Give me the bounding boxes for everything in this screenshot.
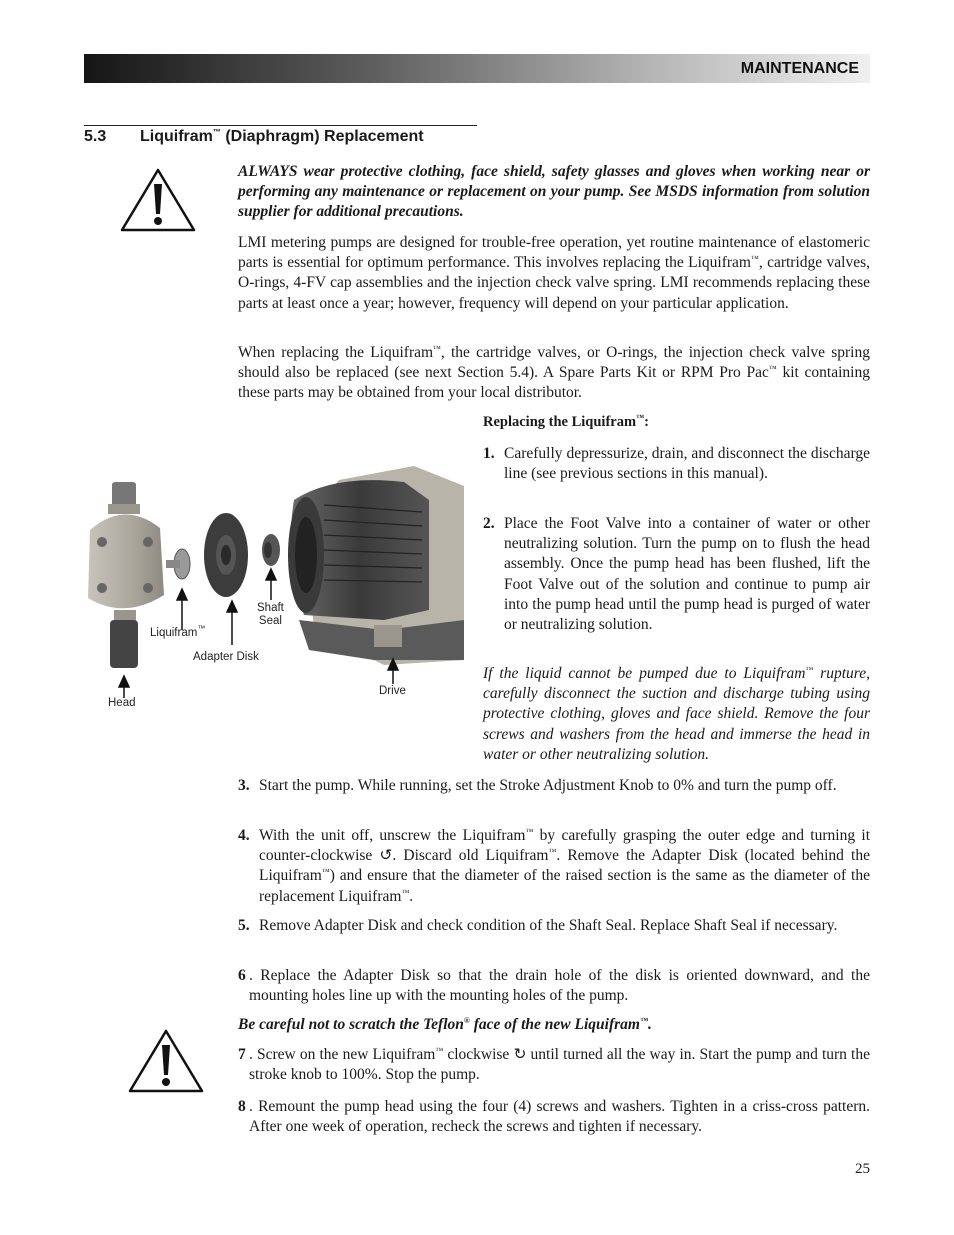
pump-exploded-diagram	[84, 460, 474, 720]
step-5: 5. Remove Adapter Disk and check condition of the Shaft Seal. Replace Shaft Seal if necessary.	[238, 917, 838, 934]
drive-unit	[288, 466, 464, 665]
paragraph-intro: LMI metering pumps are designed for trouble-free operation, yet routine maintenance of elastomeric parts is essential for optimum performance. This involves replacing the Liquifram™, cartridge valves, O-rings, 4-FV cap assemblies and the injection check valve spring. LMI recommends replacing these parts at least once a year; however, frequency will depend on your particular application.	[238, 234, 870, 312]
warning-text-top: ALWAYS wear protective clothing, face shield, safety glasses and gloves when working near or performing any maintenance or replacement on your pump. See MSDS information from solution supplier for additional precautions.	[238, 163, 870, 221]
page-number: 25	[855, 1161, 870, 1177]
step-7: 7 . Screw on the new Liquifram™ clockwise ↻ until turned all the way in. Start the pump and turn the stroke knob to 100%. Stop the pump.	[238, 1045, 870, 1084]
paragraph-spare-parts: When replacing the Liquifram™, the cartridge valves, or O-rings, the injection check valve spring should also be replaced (see next Section 5.4). A Spare Parts Kit or RPM Pro Pac™ kit containing these parts may be obtained from your local distributor.	[238, 343, 870, 402]
step-8: 8 . Remount the pump head using the four (4) screws and washers. Tighten in a criss-cross pattern. After one week of operation, recheck the screws and tighten if necessary.	[238, 1098, 870, 1136]
caution-teflon: Be careful not to scratch the Teflon® face of the new Liquifram™.	[238, 1015, 652, 1033]
step-4: 4. With the unit off, unscrew the Liquifram™ by carefully grasping the outer edge and turning it counter-clockwise ↺. Discard old Liquifram™. Remove the Adapter Disk (located behind the Liquifram™) and ensure that the diameter of the raised section is the same as the diameter of the replacement Liquifram™.	[238, 826, 871, 905]
label-adapter-disk: Adapter Disk	[193, 651, 259, 663]
label-drive: Drive	[379, 685, 406, 697]
replacing-heading: Replacing the Liquifram™:	[483, 413, 649, 430]
label-liquifram: Liquifram™	[150, 624, 206, 639]
label-head: Head	[108, 697, 136, 709]
italic-rupture-note: If the liquid cannot be pumped due to Liquifram™ rupture, carefully disconnect the suction and discharge tubing using protective clothing, gloves and face shield. Remove the four screws and washers from the head and immerse the head in water or other neutralizing solution.	[483, 664, 870, 763]
section-rule	[84, 125, 477, 126]
step-1: 1. Carefully depressurize, drain, and disconnect the discharge line (see previous sections in this manual).	[483, 445, 870, 483]
step-6: 6 . Replace the Adapter Disk so that the drain hole of the disk is oriented downward, and the mounting holes line up with the mounting holes of the pump.	[238, 967, 870, 1005]
header-section-label: MAINTENANCE	[740, 60, 859, 77]
section-title-main: Liquifram	[140, 128, 213, 145]
section-title: 5.3 Liquifram™ (Diaphragm) Replacement	[84, 127, 424, 145]
label-shaft-seal: Shaft Seal	[257, 602, 284, 627]
section-title-suffix: (Diaphragm) Replacement	[225, 128, 424, 145]
section-number: 5.3	[84, 128, 107, 145]
step-2: 2. Place the Foot Valve into a container of water or other neutralizing solution. Turn the pump on to flush the head assembly. Once the pump head has been flushed, lift the Foot Valve out of the solution and continue to pump air into the pump head until the pump head is purged of water or neutralizing solution.	[483, 515, 870, 634]
step-3: 3. Start the pump. While running, set the Stroke Adjustment Knob to 0% and turn the pump off.	[238, 777, 837, 794]
warning-triangle-icon	[118, 166, 198, 234]
warning-triangle-icon	[126, 1027, 206, 1095]
